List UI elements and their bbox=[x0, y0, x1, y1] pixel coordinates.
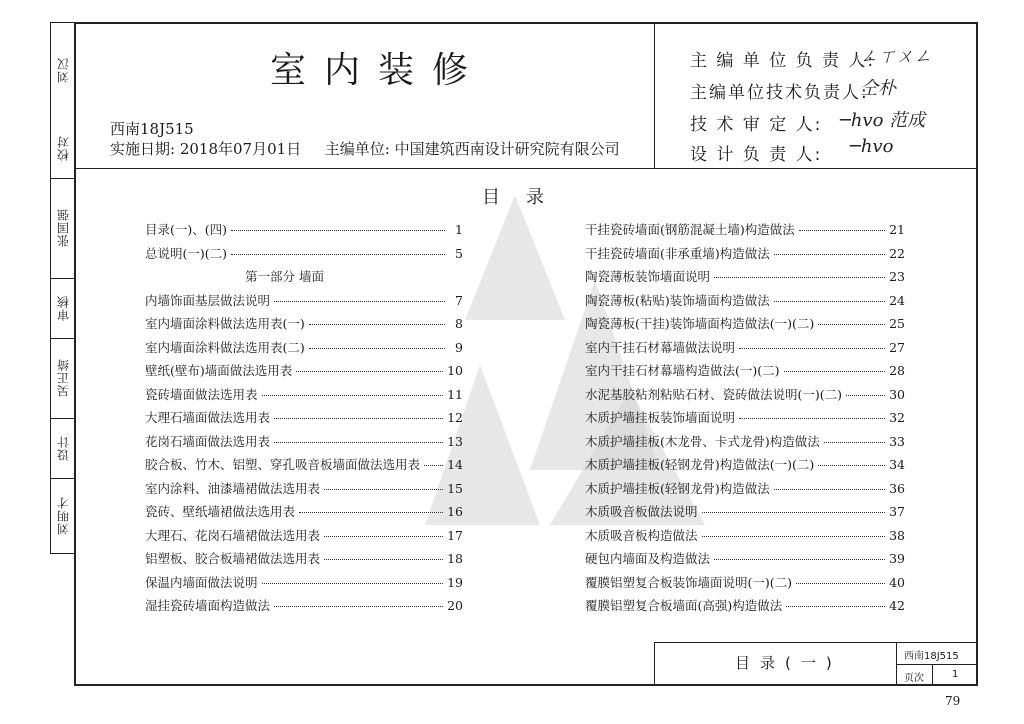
toc-entry[interactable] bbox=[585, 314, 905, 334]
toc-leader-dots bbox=[784, 371, 886, 372]
toc-entry[interactable] bbox=[145, 549, 463, 569]
toc-leader-dots bbox=[231, 230, 445, 231]
toc-entry-page: 39 bbox=[889, 551, 905, 566]
toc-entry[interactable] bbox=[585, 338, 905, 358]
toc-leader-dots bbox=[824, 442, 885, 443]
toc-entry-page: 38 bbox=[889, 527, 905, 543]
toc-entry-page: 8 bbox=[455, 316, 463, 331]
strip-cell: 张国强 bbox=[51, 178, 75, 279]
org-value: 中国建筑西南设计研究院有限公司 bbox=[394, 140, 620, 158]
toc-leader-dots bbox=[309, 324, 445, 325]
toc-entry-label: 干挂瓷砖墙面(钢筋混凝土墙)构造做法 bbox=[585, 222, 795, 237]
toc-entry[interactable] bbox=[145, 385, 463, 405]
toc-entry[interactable] bbox=[585, 502, 905, 522]
toc-entry[interactable] bbox=[585, 267, 905, 287]
toc-entry-page: 18 bbox=[447, 551, 463, 566]
toc-entry[interactable] bbox=[585, 596, 905, 616]
toc-leader-dots bbox=[774, 489, 885, 490]
toc-leader-dots bbox=[274, 606, 443, 607]
toc-leader-dots bbox=[262, 395, 444, 396]
toc-leader-dots bbox=[739, 418, 885, 419]
title-block-page-divider bbox=[932, 664, 933, 686]
standard-code: 西南18J515 bbox=[110, 120, 194, 138]
toc-leader-dots bbox=[702, 512, 886, 513]
responsible-row bbox=[690, 110, 822, 135]
responsible-label: 技 术 审 定 人: bbox=[690, 115, 823, 135]
toc-leader-dots bbox=[714, 277, 885, 278]
toc-entry-label: 室内涂料、油漆墙裙做法选用表 bbox=[145, 480, 321, 496]
signature-strip bbox=[50, 22, 75, 554]
org-label: 主编单位: bbox=[324, 140, 390, 158]
responsible-row bbox=[690, 140, 822, 165]
toc-entry[interactable] bbox=[145, 502, 463, 522]
toc-entry-page: 5 bbox=[455, 245, 463, 261]
toc-entry-label: 室内墙面涂料做法选用表(一) bbox=[145, 316, 305, 331]
toc-entry-label: 水泥基胶粘剂粘贴石材、瓷砖做法说明(一)(二) bbox=[585, 386, 843, 402]
toc-entry-page: 20 bbox=[447, 598, 463, 613]
toc-entry-page: 27 bbox=[889, 339, 905, 355]
toc-entry-page: 34 bbox=[889, 457, 905, 472]
toc-entry-label: 陶瓷薄板(粘贴)装饰墙面构造做法 bbox=[585, 292, 770, 308]
toc-leader-dots bbox=[324, 559, 443, 560]
toc-entry-page: 28 bbox=[889, 363, 905, 378]
toc-entry-label: 湿挂瓷砖墙面构造做法 bbox=[145, 598, 271, 613]
date-label: 实施日期: bbox=[110, 140, 176, 158]
toc-entry[interactable] bbox=[585, 455, 905, 475]
toc-entry-label: 硬包内墙面及构造做法 bbox=[585, 551, 711, 566]
toc-leader-dots bbox=[799, 230, 885, 231]
toc-entry-label: 第一部分 墙面 bbox=[245, 269, 324, 284]
strip-cell: 设计 bbox=[51, 418, 75, 479]
toc-entry-page: 7 bbox=[455, 292, 463, 308]
toc-entry-label: 瓷砖墙面做法选用表 bbox=[145, 386, 258, 402]
strip-cell: 审核 bbox=[51, 278, 75, 339]
responsible-row bbox=[690, 78, 869, 103]
toc-entry-page: 32 bbox=[889, 410, 905, 425]
toc-entry-page: 14 bbox=[447, 457, 463, 472]
strip-cell: 刘汉 bbox=[56, 57, 71, 84]
toc-entry-label: 壁纸(壁布)墙面做法选用表 bbox=[145, 363, 293, 378]
toc-entry[interactable] bbox=[145, 455, 463, 475]
toc-leader-dots bbox=[846, 395, 885, 396]
toc-entry-page: 1 bbox=[455, 222, 463, 237]
toc-entry-label: 室内墙面涂料做法选用表(二) bbox=[145, 339, 305, 355]
toc-leader-dots bbox=[818, 324, 885, 325]
toc-entry-page: 22 bbox=[889, 245, 905, 261]
toc-entry-page: 13 bbox=[447, 433, 463, 449]
title-block-split bbox=[896, 664, 978, 665]
toc-leader-dots bbox=[296, 371, 443, 372]
toc-entry-label: 大理石、花岗石墙裙做法选用表 bbox=[145, 527, 321, 543]
header-vertical-divider bbox=[654, 22, 655, 168]
toc-section-heading bbox=[245, 267, 463, 287]
toc-entry-label: 铝塑板、胶合板墙裙做法选用表 bbox=[145, 551, 321, 566]
toc-entry-page: 10 bbox=[447, 363, 463, 378]
toc-entry[interactable] bbox=[145, 596, 463, 616]
toc-entry[interactable] bbox=[585, 408, 905, 428]
toc-leader-dots bbox=[774, 301, 885, 302]
toc-entry-page: 25 bbox=[889, 316, 905, 331]
toc-leader-dots bbox=[774, 254, 885, 255]
toc-entry[interactable] bbox=[145, 361, 463, 381]
toc-leader-dots bbox=[274, 301, 445, 302]
page-value: 1 bbox=[952, 669, 959, 680]
toc-entry[interactable] bbox=[145, 244, 463, 264]
toc-entry-label: 覆膜铝塑复合板装饰墙面说明(一)(二) bbox=[585, 574, 793, 590]
toc-entry-label: 总说明(一)(二) bbox=[145, 245, 228, 261]
toc-leader-dots bbox=[324, 489, 443, 490]
toc-entry-page: 16 bbox=[447, 504, 463, 519]
toc-entry-label: 内墙饰面基层做法说明 bbox=[145, 292, 271, 308]
toc-entry[interactable] bbox=[145, 338, 463, 358]
toc-entry-label: 保温内墙面做法说明 bbox=[145, 574, 258, 590]
title-block-label: 目录(一) bbox=[735, 654, 842, 672]
strip-cell: 刘明才 bbox=[51, 478, 75, 554]
toc-leader-dots bbox=[274, 418, 443, 419]
toc-entry-page: 24 bbox=[889, 292, 905, 308]
toc-entry-page: 9 bbox=[455, 339, 463, 355]
toc-entry-label: 木质护墙挂板(轻钢龙骨)构造做法 bbox=[585, 480, 770, 496]
effective-date-line bbox=[110, 138, 620, 159]
page-label: 页次 bbox=[904, 673, 924, 684]
toc-entry-page: 33 bbox=[889, 433, 905, 449]
toc-entry-page: 21 bbox=[889, 222, 905, 237]
toc-entry-page: 40 bbox=[889, 574, 905, 590]
toc-entry[interactable] bbox=[145, 291, 463, 311]
toc-entry[interactable] bbox=[585, 526, 905, 546]
toc-entry[interactable] bbox=[145, 314, 463, 334]
toc-entry[interactable] bbox=[585, 432, 905, 452]
page-title: 室内装修 bbox=[270, 50, 487, 91]
toc-leader-dots bbox=[274, 442, 443, 443]
toc-entry[interactable] bbox=[585, 479, 905, 499]
toc-entry-label: 木质护墙挂板(木龙骨、卡式龙骨)构造做法 bbox=[585, 433, 820, 449]
date-value: 2018年07月01日 bbox=[179, 140, 302, 158]
responsible-label: 设 计 负 责 人: bbox=[690, 145, 823, 165]
toc-entry-label: 瓷砖、壁纸墙裙做法选用表 bbox=[145, 504, 296, 519]
responsible-label: 主 编 单 位 负 责 人: bbox=[690, 51, 876, 71]
toc-entry[interactable] bbox=[585, 361, 905, 381]
signature: ─hvo 范成 bbox=[840, 110, 926, 131]
toc-entry-label: 干挂瓷砖墙面(非承重墙)构造做法 bbox=[585, 245, 770, 261]
toc-entry-label: 大理石墙面做法选用表 bbox=[145, 410, 271, 425]
strip-cell: 校对 bbox=[51, 118, 75, 179]
toc-entry-label: 木质护墙挂板装饰墙面说明 bbox=[585, 410, 736, 425]
toc-leader-dots bbox=[299, 512, 443, 513]
toc-entry-label: 胶合板、竹木、铝塑、穿孔吸音板墙面做法选用表 bbox=[145, 457, 421, 472]
toc-entry-label: 花岗石墙面做法选用表 bbox=[145, 433, 271, 449]
sheet-number: 79 bbox=[945, 694, 961, 708]
toc-entry-label: 室内干挂石材幕墙构造做法(一)(二) bbox=[585, 363, 780, 378]
signature: ─hvo bbox=[850, 136, 894, 157]
toc-leader-dots bbox=[424, 465, 443, 466]
toc-leader-dots bbox=[309, 348, 445, 349]
toc-entry[interactable] bbox=[585, 549, 905, 569]
toc-entry-page: 19 bbox=[447, 574, 463, 590]
strip-cell: 吴正绮 bbox=[51, 338, 75, 419]
toc-entry[interactable] bbox=[585, 220, 905, 240]
toc-leader-dots bbox=[231, 254, 445, 255]
toc-title: 目录 bbox=[482, 187, 570, 208]
toc-entry-page: 36 bbox=[889, 480, 905, 496]
toc-leader-dots bbox=[796, 583, 885, 584]
toc-entry-page: 11 bbox=[447, 386, 463, 402]
toc-entry-label: 木质护墙挂板(轻钢龙骨)构造做法(一)(二) bbox=[585, 457, 815, 472]
toc-leader-dots bbox=[818, 465, 885, 466]
toc-entry-label: 覆膜铝塑复合板墙面(高强)构造做法 bbox=[585, 598, 783, 613]
toc-entry[interactable] bbox=[585, 291, 905, 311]
signature: 仝朴 bbox=[860, 78, 896, 99]
title-block-top bbox=[654, 642, 978, 643]
toc-leader-dots bbox=[702, 536, 886, 537]
toc-entry[interactable] bbox=[145, 573, 463, 593]
toc-entry[interactable] bbox=[145, 479, 463, 499]
toc-entry-label: 木质吸音板做法说明 bbox=[585, 504, 698, 519]
header-divider bbox=[74, 168, 978, 169]
toc-entry[interactable] bbox=[145, 432, 463, 452]
toc-entry-label: 陶瓷薄板(干挂)装饰墙面构造做法(一)(二) bbox=[585, 316, 815, 331]
toc-leader-dots bbox=[324, 536, 443, 537]
toc-entry[interactable] bbox=[145, 220, 463, 240]
toc-entry-label: 室内干挂石材幕墙做法说明 bbox=[585, 339, 736, 355]
toc-entry[interactable] bbox=[585, 244, 905, 264]
toc-entry-page: 12 bbox=[447, 410, 463, 425]
title-block-left bbox=[654, 642, 655, 686]
toc-leader-dots bbox=[786, 606, 885, 607]
toc-entry[interactable] bbox=[145, 408, 463, 428]
toc-entry[interactable] bbox=[585, 385, 905, 405]
toc-entry[interactable] bbox=[145, 526, 463, 546]
toc-leader-dots bbox=[714, 559, 885, 560]
title-block-code: 西南18J515 bbox=[904, 651, 959, 662]
toc-entry-page: 30 bbox=[889, 386, 905, 402]
responsible-row bbox=[690, 46, 875, 71]
toc-entry-label: 目录(一)、(四) bbox=[145, 222, 228, 237]
toc-entry[interactable] bbox=[585, 573, 905, 593]
toc-leader-dots bbox=[262, 583, 444, 584]
toc-leader-dots bbox=[739, 348, 885, 349]
toc-entry-page: 37 bbox=[889, 504, 905, 519]
toc-entry-page: 42 bbox=[889, 598, 905, 613]
toc-entry-label: 木质吸音板构造做法 bbox=[585, 527, 698, 543]
toc-entry-page: 23 bbox=[889, 269, 905, 284]
toc-entry-page: 15 bbox=[447, 480, 463, 496]
toc-entry-page: 17 bbox=[447, 527, 463, 543]
responsible-label: 主编单位技术负责人: bbox=[690, 83, 869, 103]
signature: ㄥㄒㄨㄥ bbox=[860, 46, 932, 67]
toc-entry-label: 陶瓷薄板装饰墙面说明 bbox=[585, 269, 711, 284]
